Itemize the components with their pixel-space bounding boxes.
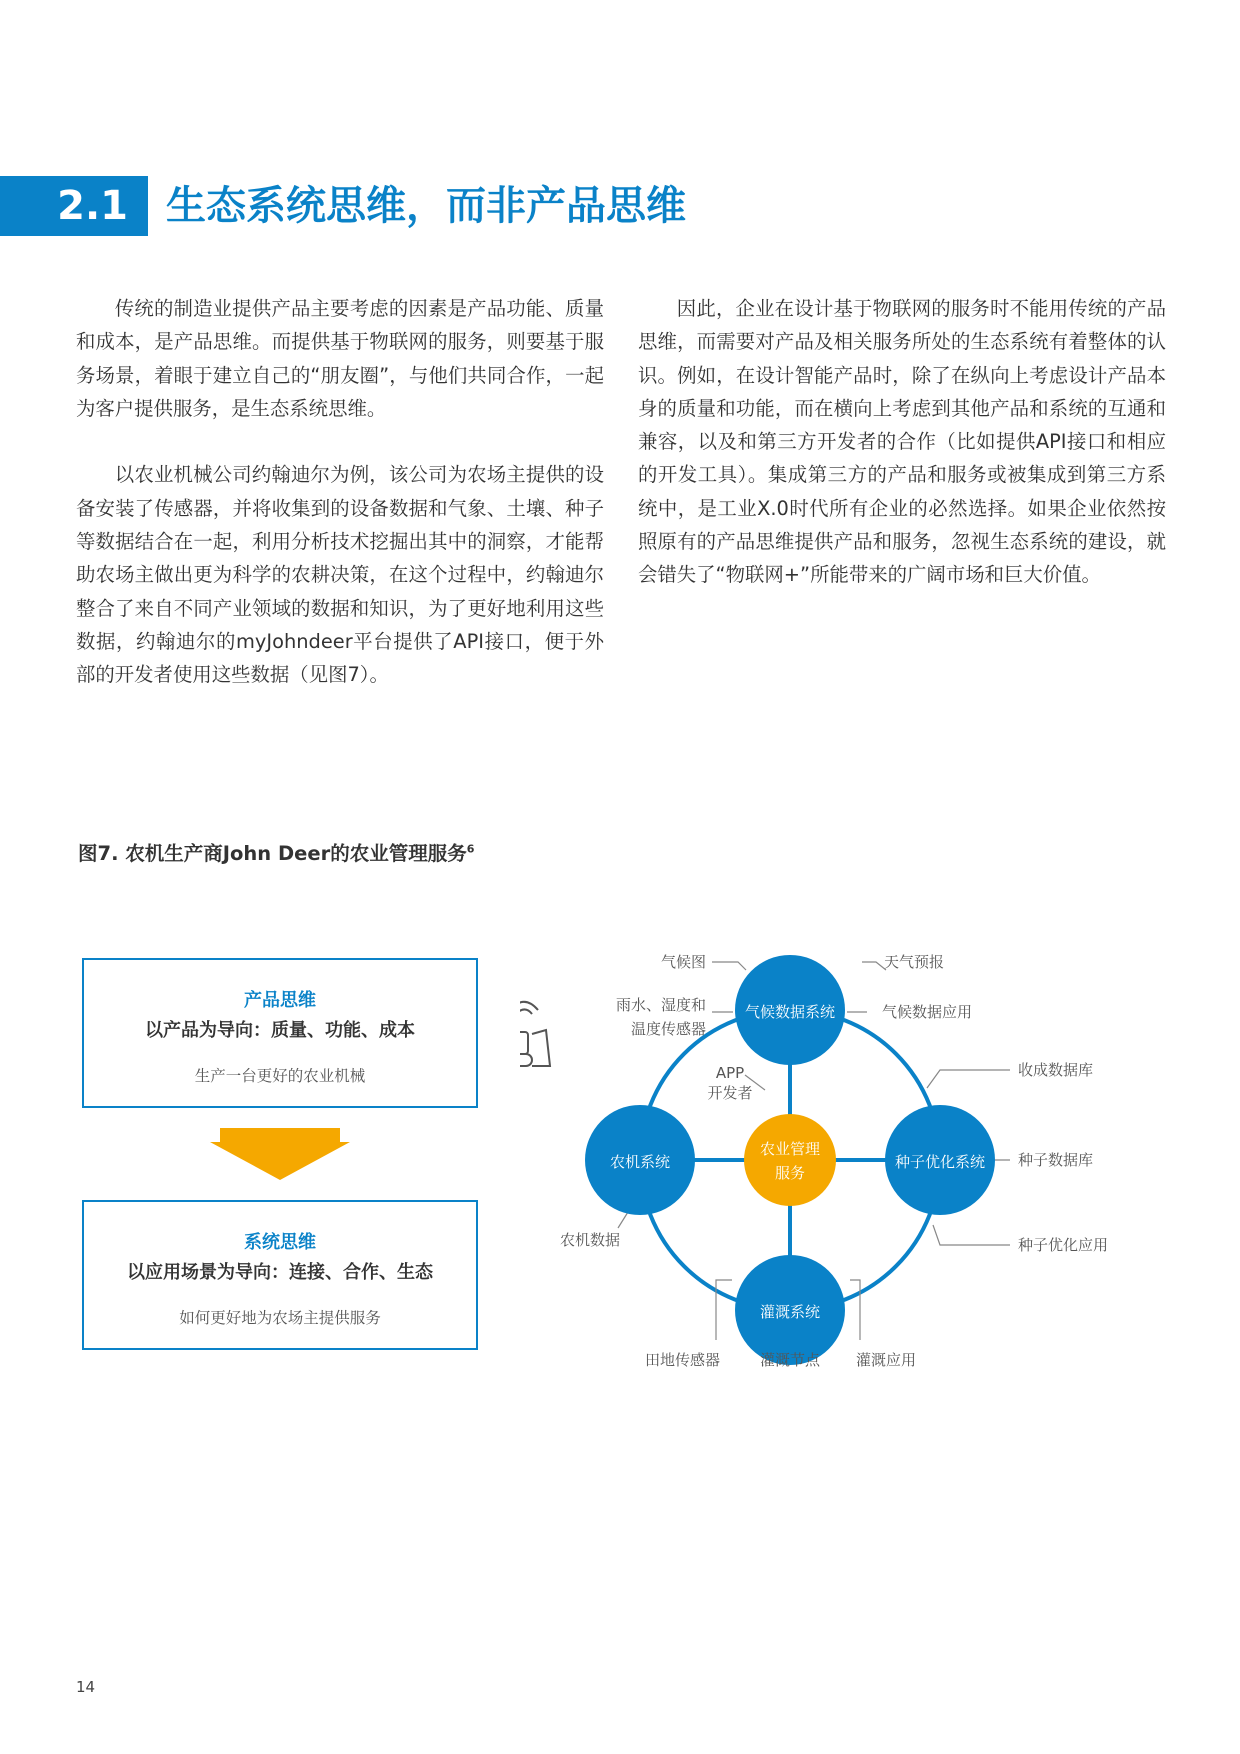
- paragraph: 因此，企业在设计基于物联网的服务时不能用传统的产品思维，而需要对产品及相关服务所处的生态系统有着整体的认识。例如，在设计智能产品时，除了在纵向上考虑设计产品本身的质量和功能，而在横向上考虑到其他产品和系统的互通和兼容，以及和第三方开发者的合作（比如提供API接口和相应的开发工具）。集成第三方的产品和服务或被集成到第三方系统中，是工业X.0时代所有企业的必然选择。如果企业依然按照原有的产品思维提供产品和服务，忽视生态系统的建设，就会错失了“物联网+”所能带来的广阔市场和巨大价值。: [638, 297, 1166, 587]
- figure-caption: [78, 838, 474, 866]
- box-subtitle: 以产品为导向：质量、功能、成本: [145, 1020, 415, 1041]
- box-text: 生产一台更好的农业机械: [194, 1067, 366, 1085]
- label-field-sensor: 田地传感器: [644, 1351, 720, 1369]
- box-title: 产品思维: [244, 990, 316, 1011]
- node-farm-management-service: [744, 1114, 836, 1206]
- node-label: 种子优化系统: [894, 1153, 986, 1171]
- label-seed-db: 种子数据库: [1018, 1151, 1094, 1169]
- box-title: 系统思维: [244, 1232, 316, 1253]
- paragraph: 传统的制造业提供产品主要考虑的因素是产品功能、质量和成本，是产品思维。而提供基于物联网的服务，则要基于服务场景，着眼于建立自己的“朋友圈”，与他们共同合作，一起为客户提供服务，是生态系统思维。: [76, 297, 604, 420]
- left-column: [76, 292, 604, 692]
- label-irrigation-app: 灌溉应用: [856, 1351, 917, 1369]
- label-machine-data: 农机数据: [559, 1231, 620, 1249]
- label-app: APP: [715, 1064, 745, 1082]
- footnote-marker: 6: [466, 842, 475, 856]
- section-number: 2.1: [0, 176, 148, 236]
- down-arrow-icon: [210, 1128, 350, 1180]
- label-weather-app: 气候数据应用: [882, 1003, 973, 1021]
- ecosystem-diagram: [520, 920, 1140, 1410]
- box-text: 如何更好地为农场主提供服务: [179, 1309, 381, 1327]
- label-developer: 开发者: [707, 1084, 753, 1102]
- label-rain-sensor: 雨水、湿度和: [615, 996, 706, 1014]
- label-harvest-db: 收成数据库: [1018, 1061, 1094, 1079]
- product-thinking-box: [82, 958, 478, 1108]
- tractor-icon: [520, 1002, 550, 1066]
- label-seed-app: 种子优化应用: [1018, 1236, 1109, 1254]
- system-thinking-box: [82, 1200, 478, 1350]
- label-irrigation-node: 灌溉节点: [759, 1351, 821, 1369]
- section-title: 生态系统思维，而非产品思维: [166, 183, 686, 229]
- node-label: 灌溉系统: [759, 1303, 821, 1321]
- node-label: 气候数据系统: [744, 1003, 836, 1021]
- label-weather-forecast: 天气预报: [884, 953, 945, 971]
- node-label: 农机系统: [609, 1153, 671, 1171]
- paragraph: 以农业机械公司约翰迪尔为例，该公司为农场主提供的设备安装了传感器，并将收集到的设备数据和气象、土壤、种子等数据结合在一起，利用分析技术挖掘出其中的洞察，才能帮助农场主做出更为科学的农耕决策，在这个过程中，约翰迪尔整合了来自不同产业领域的数据和知识，为了更好地利用这些数据，约翰迪尔的myJohndeer平台提供了API接口，便于外部的开发者使用这些数据（见图7）。: [76, 463, 604, 687]
- node-label: 农业管理: [759, 1140, 821, 1158]
- box-subtitle: 以应用场景为导向：连接、合作、生态: [127, 1262, 433, 1283]
- right-column: [638, 292, 1166, 592]
- node-label: 服务: [774, 1164, 806, 1182]
- page-number: 14: [76, 1678, 96, 1696]
- label-rain-sensor: 温度传感器: [630, 1020, 706, 1038]
- figure-caption-text: 图7. 农机生产商John Deer的农业管理服务: [78, 842, 467, 865]
- label-weather-map: 气候图: [660, 953, 706, 971]
